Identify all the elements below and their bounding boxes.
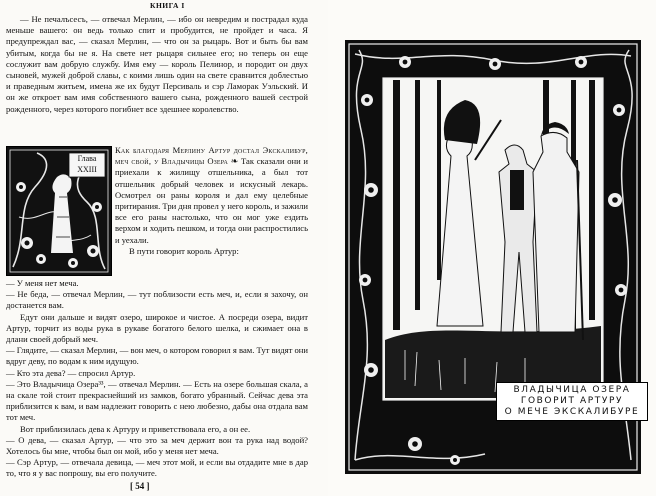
paragraph: — О дева, — сказал Артур, — что это за меч держит вон та рука над водой? Хотелось бы мне, чтобы был он мой, ибо у меня нет меча. xyxy=(6,434,308,457)
paragraph: — Сэр Артур, — отвечала девица, — меч этот мой, и если вы отдадите мне в дар то, что я у вас попрошу, вы его получите. xyxy=(6,457,308,479)
right-page xyxy=(328,0,656,496)
chapter-first-paragraph xyxy=(115,145,308,246)
chapter-label-word: Глава xyxy=(77,154,97,163)
chapter-side-text xyxy=(115,145,308,257)
paragraph: — Глядите, — сказал Мерлин, — вон меч, о котором говорил я вам. Тут видят они вдруг деву, по водам к ним идущую. xyxy=(6,345,308,367)
chapter-label-number: XXIII xyxy=(77,165,97,174)
illustration-caption xyxy=(496,382,648,421)
chapter-first-paragraph-text: Так сказали они и приехали к жилищу отшельника, а был тот отшельник добрый человек и искусный лекарь. Осмотрел он раны короля и дал ему целебные притирания. Три дня провел у него король, и зажили все его раны настолько, что он мог уже ездить верхом и ходить пешком, и тогда они распростились и уехали. xyxy=(115,156,308,245)
bottom-text-block xyxy=(6,278,308,480)
paragraph: — У меня нет меча. xyxy=(6,278,79,288)
chapter-label xyxy=(69,153,105,177)
running-head: КНИГА I xyxy=(150,1,185,10)
caption-line: ГОВОРИТ АРТУРУ xyxy=(520,396,624,406)
paragraph: — Не беда, — отвечал Мерлин, — тут поблизости есть меч, и, если я захочу, он достанется вам. xyxy=(6,289,308,311)
top-text-block xyxy=(6,14,308,115)
paragraph: Едут они дальше и видят озеро, широкое и чистое. А посреди озера, видит Артур, торчит из воды рука в рукаве богатого белого шелка, и сжимает она в длани своей добрый меч. xyxy=(6,311,308,345)
chapter-woodcut-illustration xyxy=(6,146,112,276)
paragraph: — Кто эта дева? — спросил Артур. xyxy=(6,367,136,378)
caption-line: ВЛАДЫЧИЦА ОЗЕРА xyxy=(513,385,631,395)
fleuron-icon: ❧ xyxy=(230,156,239,167)
chapter-heading: Как благодаря Мерлину Артур достал Экскалибур, меч свой, у Владычицы Озера xyxy=(115,145,308,167)
paragraph: В пути говорит король Артур: xyxy=(129,245,239,256)
paragraph: Вот приблизилась дева к Артуру и приветствовала его, а он ее. xyxy=(20,423,251,434)
page-number: [ 54 ] xyxy=(130,481,150,491)
paragraph: — Это Владычица Озера³³, — отвечал Мерлин. — Есть на озере большая скала, а на скале той стоит прекраснейший из замков, богато убранный. Сейчас дева эта приблизится к вам, и вам надлежит говорить с нею любезно, дабы она отдала вам тот меч. xyxy=(6,378,308,423)
paragraph: — Не печалъсесъ, — отвечал Мерлин, — ибо он невредим и пострадал куда меньше вашего: он ведь только спит и пробудится, не пройдет и часа. Я предупреждал вас, — сказал Мерлин, — что он за рыцарь. Вот и быть бы вам убитым, когда бы не я. На свете нет рыцаря сильнее его; но теперь он еще сослужит вам добрую службу. Имя ему — король Пелинор, и породит он двух сыновей, мужей доброй славы, с коими лишь один на свете сравнится доблестью и праведным житьем, имена же их будут Персиваль и сэр Ламорак Уэльский. И он же откроет вам имя собственного вашего сына, рожденного вашей сестрой рожденного, через которого погибнет все здешнее королевство. xyxy=(6,14,308,114)
caption-line: О МЕЧЕ ЭКСКАЛИБУРЕ xyxy=(504,407,640,417)
